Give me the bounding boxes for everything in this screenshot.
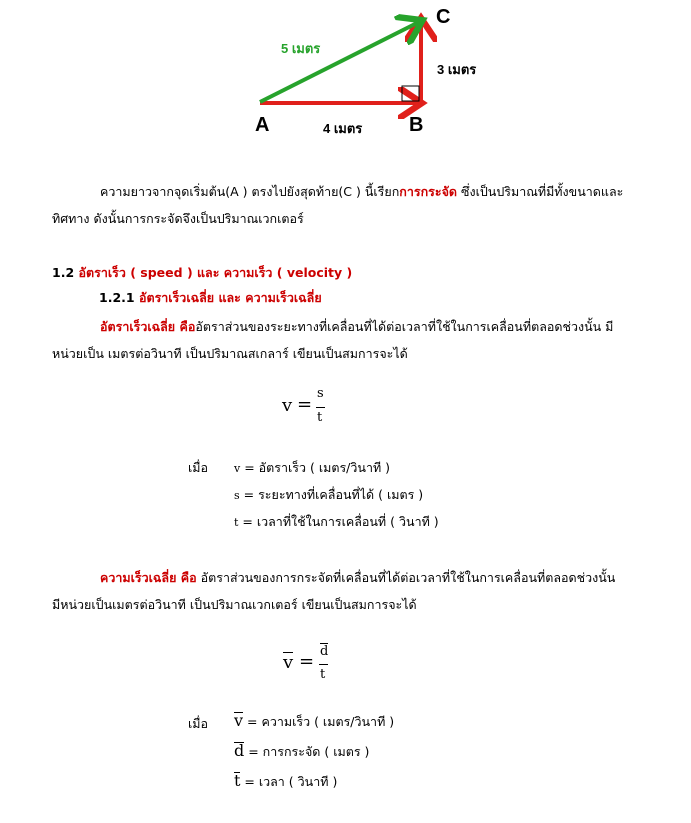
where1-item — [234, 512, 439, 532]
displacement-text-part2: ซึ่งเป็นปริมาณที่มีทั้งขนาดและ — [457, 184, 624, 199]
displacement-paragraph-line2: ทิศทาง ดังนั้นการกระจัดจึงเป็นปริมาณเวกเตอร์ — [52, 211, 304, 226]
where1-description: = อัตราเร็ว ( เมตร/วินาที ) — [240, 460, 391, 475]
formula1-equals: = — [297, 394, 313, 415]
base-length-label: 4 เมตร — [323, 121, 363, 136]
hypotenuse-length-label: 5 เมตร — [281, 41, 321, 56]
displacement-text-part1: ความยาวจากจุดเริ่มต้น(A ) ตรงไปยังสุดท้าย(C ) นี้เรียก — [100, 184, 400, 199]
formula1-denominator: t — [317, 410, 323, 425]
velocity-text-1: อัตราส่วนของการกระจัดที่เคลื่อนที่ได้ต่อเวลาที่ใช้ในการเคลื่อนที่ตลอดช่วงนั้น — [196, 570, 616, 585]
formula1-numerator: s — [317, 386, 324, 401]
where1-description: = เวลาที่ใช้ในการเคลื่อนที่ ( วินาที ) — [238, 514, 439, 529]
where2-item — [234, 712, 394, 732]
subsection-title: อัตราเร็วเฉลี่ย และ ความเร็วเฉลี่ย — [138, 290, 322, 305]
hypotenuse-vector-ac — [260, 22, 419, 102]
formula2-lhs: v — [283, 652, 294, 673]
formula2-numerator: d — [320, 644, 329, 659]
where1-description: = ระยะทางที่เคลื่อนที่ได้ ( เมตร ) — [239, 487, 424, 502]
velocity-definition-line2: มีหน่วยเป็นเมตรต่อวินาที เป็นปริมาณเวกเตอร์ เขียนเป็นสมการจะได้ — [52, 597, 417, 612]
speed-definition-line2: หน่วยเป็น เมตรต่อวินาที เป็นปริมาณสเกลาร์ เขียนเป็นสมการจะได้ — [52, 346, 408, 361]
section-heading — [52, 263, 352, 283]
where2-description: = ความเร็ว ( เมตร/วินาที ) — [243, 714, 395, 729]
where1-symbol: v — [234, 462, 241, 475]
speed-text-1: อัตราส่วนของระยะทางที่เคลื่อนที่ได้ต่อเวลาที่ใช้ในการเคลื่อนที่ตลอดช่วงนั้น มี — [195, 319, 614, 334]
where2-label: เมื่อ — [188, 716, 209, 731]
section-number: 1.2 — [52, 265, 75, 280]
where2-item — [234, 772, 337, 792]
where2-description: = การกระจัด ( เมตร ) — [244, 744, 370, 759]
displacement-paragraph-line1 — [100, 182, 623, 202]
formula2-fraction-bar — [319, 664, 328, 665]
vector-triangle-diagram — [0, 0, 691, 150]
point-b-label: B — [409, 114, 424, 136]
where1-item — [234, 458, 390, 478]
where1-symbol: t — [234, 516, 239, 529]
section-title: อัตราเร็ว ( speed ) และ ความเร็ว ( velocity ) — [78, 265, 353, 280]
point-a-label: A — [255, 114, 270, 136]
side-length-label: 3 เมตร — [437, 62, 477, 77]
where2-symbol: v — [234, 711, 244, 730]
formula1-lhs: v — [282, 395, 293, 416]
where2-symbol: t — [234, 771, 241, 790]
point-c-label: C — [436, 6, 451, 28]
where2-description: = เวลา ( วินาที ) — [240, 774, 338, 789]
where1-label: เมื่อ — [188, 460, 209, 475]
right-angle-mark — [402, 86, 419, 101]
formula2-denominator: t — [320, 667, 326, 682]
where2-item — [234, 742, 369, 762]
subsection-heading — [99, 288, 322, 308]
formula1-fraction-bar — [316, 407, 325, 408]
where1-symbol: s — [234, 489, 240, 502]
where1-item — [234, 485, 423, 505]
subsection-number: 1.2.1 — [99, 290, 135, 305]
displacement-term: การกระจัด — [399, 184, 458, 199]
speed-definition-line1 — [100, 317, 613, 337]
speed-term: อัตราเร็วเฉลี่ย คือ — [100, 319, 196, 334]
velocity-term: ความเร็วเฉลี่ย คือ — [100, 570, 197, 585]
velocity-definition-line1 — [100, 568, 615, 588]
where2-symbol: d — [234, 741, 245, 760]
formula2-equals: = — [299, 651, 315, 672]
